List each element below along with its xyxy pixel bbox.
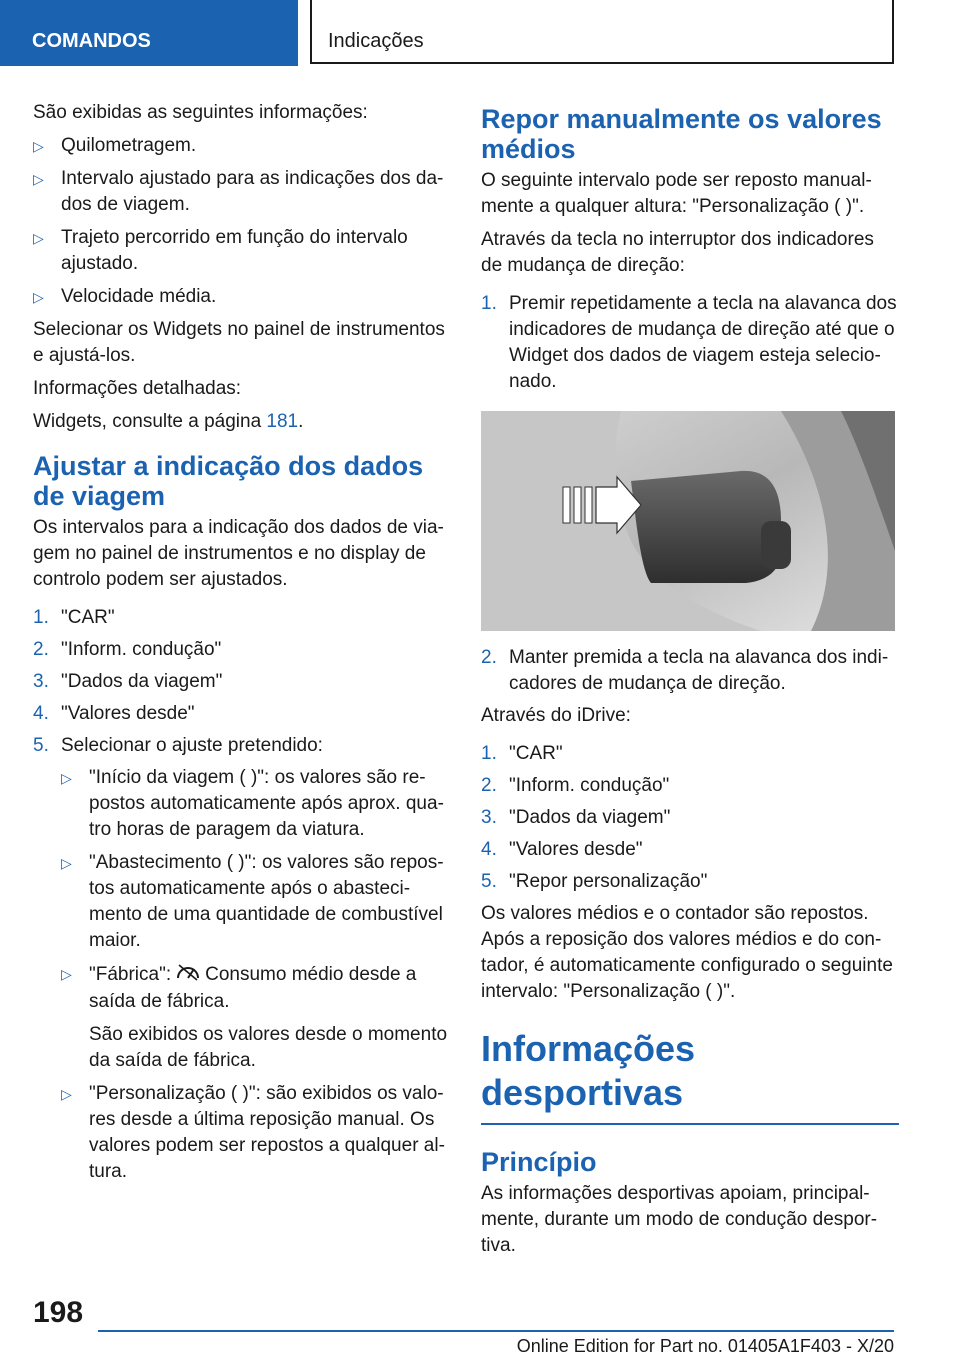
triangle-bullet-icon: ▷	[33, 289, 44, 305]
triangle-bullet-icon: ▷	[61, 1086, 72, 1102]
heading-reset: Repor manualmente os valores médios	[481, 104, 882, 164]
triangle-bullet-icon: ▷	[33, 138, 44, 154]
left-column	[33, 100, 451, 1192]
step-item: 1. "CAR"	[33, 607, 115, 628]
step-item: 2. Manter premida a tecla na alavanca dos indicadores de mudança de direção.	[481, 647, 889, 694]
reset-result-text: Os valores médios e o contador são repostos. Após a reposição dos valores médios e do contador, é automaticamente configurado o seguinte intervalo: "Personalização ( )".	[481, 903, 893, 1002]
step-item: 1. "CAR"	[481, 743, 563, 764]
triangle-bullet-icon: ▷	[33, 230, 44, 246]
heading-adjust: Ajustar a indicação dos dados de viagem	[33, 451, 424, 511]
page-number: 198	[33, 1296, 84, 1329]
step-item: 4. "Valores desde"	[33, 703, 195, 724]
section-label: COMANDOS	[32, 30, 151, 52]
list-item: ▷ Velocidade média.	[33, 284, 451, 310]
reset-text: O seguinte intervalo pode ser reposto manualmente a qualquer altura: "Personalização ( )".	[481, 170, 872, 217]
step-item: 1. Premir repetidamente a tecla na alavanca dos indicadores de mudança de direção até que o Widget dos dados de viagem esteja selecionado.	[481, 293, 897, 392]
triangle-bullet-icon: ▷	[33, 171, 44, 187]
option-item: ▷ "Início da viagem ( )": os valores são repostos automaticamente após aprox. quatro horas de paragem da viatura.	[61, 767, 444, 840]
step-item: 5. "Repor personalização"	[481, 871, 708, 892]
option-item: ▷ "Abastecimento ( )": os valores são repostos automaticamente após o abastecimento de uma quantidade de combustível maior.	[61, 852, 444, 951]
intro-text: São exibidas as seguintes informações:	[33, 102, 368, 123]
heading-sport: Informações desportivas	[481, 1027, 899, 1125]
principle-text: As informações desportivas apoiam, principalmente, durante um modo de condução desportiva.	[481, 1183, 878, 1256]
step-item: 2. "Inform. condução"	[33, 639, 222, 660]
triangle-bullet-icon: ▷	[61, 966, 72, 982]
switch-text: Através da tecla no interruptor dos indicadores de mudança de direção:	[481, 229, 874, 276]
page-link[interactable]: 181	[266, 411, 299, 432]
step-item: 3. "Dados da viagem"	[33, 671, 223, 692]
option-item: ▷ "Personalização ( )": são exibidos os valores desde a última reposição manual. Os valores podem ser repostos a qualquer altura.	[61, 1083, 445, 1182]
factory-note: São exibidos os valores desde o momento da saída de fábrica.	[89, 1024, 448, 1071]
option-item: ▷ "Fábrica": Consumo médio desde a saída de fábrica.	[33, 961, 451, 1015]
step-item: 4. "Valores desde"	[481, 839, 643, 860]
triangle-bullet-icon: ▷	[61, 855, 72, 871]
triangle-bullet-icon: ▷	[61, 770, 72, 786]
idrive-intro: Através do iDrive:	[481, 705, 631, 726]
section-tab	[0, 0, 298, 66]
page-header-title: Indicações	[328, 30, 424, 52]
step-item: 2. "Inform. condução"	[481, 775, 670, 796]
list-item: ▷ Trajeto percorrido em função do intervalo ajustado.	[33, 227, 408, 274]
heading-principle: Princípio	[481, 1147, 597, 1177]
step-item: 5. Selecionar o ajuste pretendido:	[33, 735, 323, 756]
fuel-consumption-icon	[175, 961, 201, 989]
adjust-text: Os intervalos para a indicação dos dados de viagem no painel de instrumentos e no display de controlo podem ser ajustados.	[33, 517, 444, 590]
right-column	[481, 100, 899, 1266]
list-item: ▷ Quilometragem.	[33, 133, 451, 159]
edition-note: Online Edition for Part no. 01405A1F403 - X/20	[516, 1336, 894, 1356]
page-reference: Widgets, consulte a página 181.	[33, 411, 304, 432]
turn-signal-lever-image	[481, 411, 895, 631]
list-item: ▷ Intervalo ajustado para as indicações dos dados de viagem.	[33, 168, 444, 215]
widgets-text: Selecionar os Widgets no painel de instrumentos e ajustá-los.	[33, 319, 445, 366]
footer-divider	[98, 1330, 894, 1332]
details-label: Informações detalhadas:	[33, 378, 242, 399]
step-item: 3. "Dados da viagem"	[481, 807, 671, 828]
page-header	[310, 0, 894, 64]
